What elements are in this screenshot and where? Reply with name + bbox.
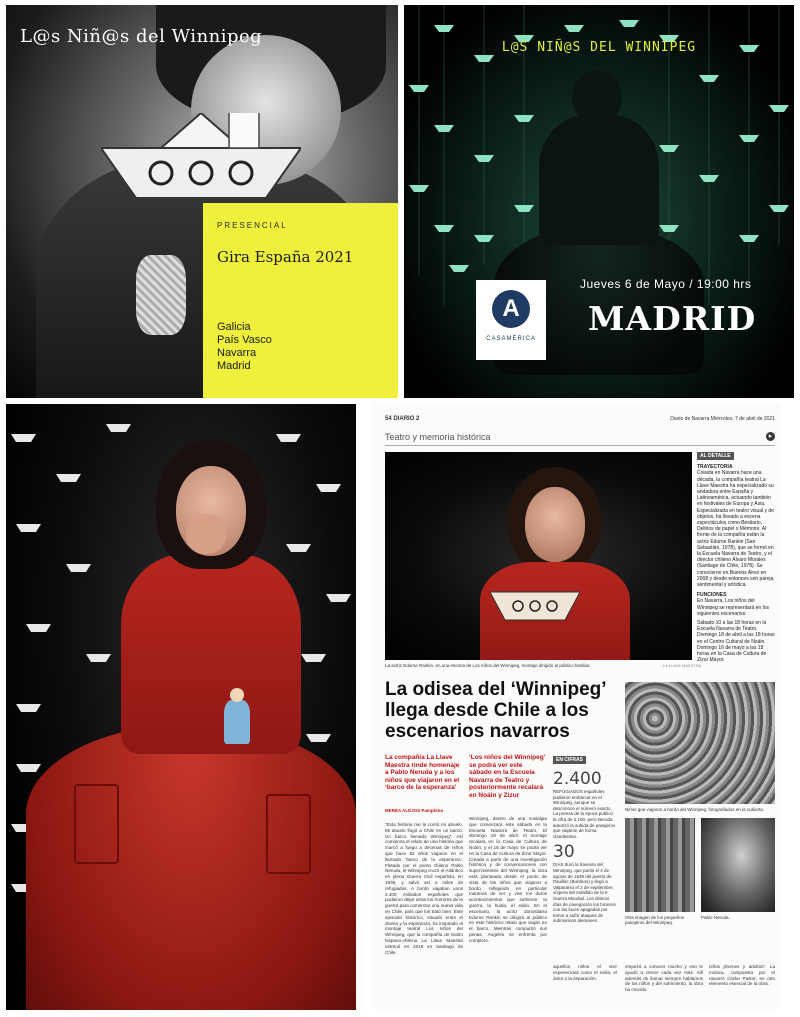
paper-boat-icon bbox=[490, 582, 580, 622]
article-photo bbox=[385, 452, 692, 660]
masthead-date: Diario de Navarra Miércoles, 7 de abril de 2021 bbox=[670, 416, 775, 422]
article-column: aquellos niños el vivir experiencias como el exilio, el dolor o la separación. bbox=[553, 964, 617, 981]
poster-gira-espana bbox=[6, 5, 398, 398]
sidebar-heading: TRAYECTORIA bbox=[697, 464, 733, 471]
dancer-head bbox=[572, 70, 622, 125]
article-column: Winnipeg, dentro de una nostalgia que comenzará este sábado en la Escuela Navarra de Teatro. El domingo 18 de abril, el montaje recalará en la Casa de Cultura de Noáin, y el 16 de mayo se podrá ver en la Casa de Cultura de Zizur Mayor. Creada a partir de una investigación histórica y de conversaciones con supervivientes del Winnipeg, la obra está planteada desde el punto de vista de los niños que viajaron a bordo, reflejando en particular maneras de ver y vivir los duros acontecimientos que sufrieron: la guerra, la huida, el exilio. En el escenario, la actriz donostiarra Edurne Rankin se dirigirá al público en este histórico relato que viajan en el barco. Mientras compartió sus penas, Ángeles se enfrenta por completo. bbox=[469, 816, 547, 943]
paper-name: DIARIO 2 bbox=[393, 416, 420, 422]
skirt-pocket bbox=[74, 784, 119, 864]
figures-label: EN CIFRAS bbox=[553, 756, 586, 764]
poster-madrid bbox=[404, 5, 794, 398]
sidebar-label: AL DETALLE bbox=[697, 452, 734, 460]
article-column: “Esta historia me la contó mi abuelo. Mi abuelo llegó a Chile en un barco. Un barco llamado Winnipeg”. Así comienza el relato de una historia que marcó a fuego a decenas de niños que hace 82 años viajaron en el llamado ‘barco de la esperanza’. Fletado por el poeta chileno Pablo Neruda, el Winnipeg cruzó el Atlántico en plena Guerra Civil española, en 1939, y salvó así a miles de refugiados. A bordo viajaban unos 2.400 exiliados españoles que pudieron dejar atrás los horrores de la guerra para comenzar una nueva vida en Chile, país que los trató bien. Este episodio histórico, situado entre el drama y la esperanza, ha inspirado el montaje teatral Los niños del Winnipeg, que la compañía de teatro hispano-chilena La Llave Maestra estrenó en 2019 en Santiago de Chile. bbox=[385, 822, 463, 955]
historic-children-photo bbox=[625, 818, 695, 912]
tour-headline: Gira España 2021 bbox=[217, 248, 354, 266]
sidebar-text: Creada en Navarra hace una década, la compañía teatral La Llave Maestra ha especializado su andadura entre España y Latinoamérica, actuando también en festivales de Europa y Asia. Especializada en teatro visual y de objetos, ha llevado a escena espectáculos como Bestiario, Delirios de papel o Mémoire. Al frente de la compañía están la actriz Edurne Rankin (San Sebastián, 1978), que se formó en la Escuela Navarra de Teatro, y el director chileno Álvaro Morales (Santiago de Chile, 1978). Se conocieron en Buenos Aires en 2008 y desde entonces son pareja sentimental y artística. bbox=[697, 470, 774, 589]
place-item: Madrid bbox=[217, 360, 251, 372]
section-divider bbox=[385, 445, 775, 446]
event-date: Jueves 6 de Mayo / 19:00 hrs bbox=[580, 277, 752, 291]
byline: MERÉA ALEJOS Pamplona bbox=[385, 808, 443, 813]
poster-title: L@s Niñ@s del Winnipeg bbox=[20, 26, 263, 47]
page-number: 54 bbox=[385, 416, 392, 422]
neruda-portrait bbox=[701, 818, 775, 912]
info-box bbox=[203, 203, 398, 398]
lace-collar bbox=[136, 255, 186, 335]
historic-crowd-photo bbox=[625, 682, 775, 804]
actress-face bbox=[525, 487, 585, 562]
article-deck: La compañía La Llave Maestra rinde homenaje a Pablo Neruda y a los niños que viajaron en el ‘barco de la esperanza’ bbox=[385, 754, 460, 791]
places-list bbox=[217, 321, 272, 373]
article-column: niños jóvenes y adultos”. La música, compuesta por el navarro Gorka Pastor, es otro elemento esencial de la obra. bbox=[709, 964, 775, 987]
photo-caption: Niños que viajaron a bordo del Winnipeg, fotografiados en la cubierta. bbox=[625, 807, 765, 812]
detail-sidebar bbox=[697, 452, 775, 692]
logo-brand: CASAMÉRICA bbox=[486, 336, 536, 342]
article-deck: ‘Los niños del Winnipeg’ se podrá ver este sábado en la Escuela Navarra de Teatro y posteriormente recalará en Noáin y Zizur bbox=[469, 754, 546, 799]
photo-caption: La actriz Edurne Rankin, en una escena de Los niños del Winnipeg, montaje dirigido al público familiar. bbox=[385, 663, 591, 668]
dancer-body bbox=[539, 115, 659, 245]
article-headline: La odisea del ‘Winnipeg’ llega desde Chile a los escenarios navarros bbox=[385, 679, 606, 742]
skirt-pocket bbox=[266, 794, 311, 874]
red-jacket bbox=[121, 554, 301, 754]
sidebar-text: Sábado 10 a las 18 horas en la Escuela Navarra de Teatro. Domingo 18 de abril a las 18 horas en el Centro Cultural de Noáin. Domingo 16 de mayo a las 18 horas en la Casa de Cultura de Zizur Mayor. bbox=[697, 620, 775, 664]
sidebar-heading: FUNCIONES bbox=[697, 592, 727, 599]
photo-caption: Pablo Neruda. bbox=[701, 915, 730, 920]
arrow-right-icon: ▸ bbox=[766, 432, 775, 441]
place-item: País Vasco bbox=[217, 334, 272, 346]
casamerica-logo bbox=[476, 280, 546, 360]
figure-number: 30 bbox=[553, 842, 575, 863]
actress-hand bbox=[186, 514, 226, 554]
newspaper-topbar bbox=[385, 416, 775, 422]
paper-boat-icon bbox=[101, 113, 301, 203]
photo-credit: LA LLAVE MAESTRA bbox=[663, 663, 702, 668]
article-column: empezó a conocer mucho y eso le ayudó a crecer cada vez más. Allí además de llamar siempre hablamos de los niños y del sufrimiento, la obra ha crecido. bbox=[625, 964, 703, 993]
figure-text: REFUGIADOS españoles pudieron embarcar en el Winnipeg, aunque se desconoce el número exacto. La prensa de la época publicó la cifra de 2.100, pero Neruda autorizó la subida de pasajeros que viajaron de forma clandestina. bbox=[553, 789, 616, 839]
paper-doll bbox=[224, 700, 250, 744]
figure-text: DÍAS duró la travesía del Winnipeg, que partió el 4 de agosto de 1939 del puerto de Pauillac (Burdeos) y llegó a Valparaíso el 2 de septiembre, víspera del estallido de la II Guerra Mundial. Los últimos días de navegación los hicieron con las luces apagadas por temor a sufrir ataques de submarinos alemanes. bbox=[553, 862, 617, 924]
figure-number: 2.400 bbox=[553, 769, 602, 789]
sidebar-text: En Navarra, Los niños del Winnipeg se representará en los siguientes escenarios: bbox=[697, 598, 769, 617]
event-city: MADRID bbox=[588, 299, 757, 338]
poster-title: L@S NIÑ@S DEL WINNIPEG bbox=[501, 40, 697, 55]
photo-caption: Otra imagen de los pequeños pasajeros del Winnipeg. bbox=[625, 915, 685, 925]
kicker-label: PRESENCIAL bbox=[217, 221, 288, 230]
newspaper-page bbox=[373, 404, 780, 1010]
place-item: Navarra bbox=[217, 347, 257, 359]
figures-box bbox=[553, 748, 617, 958]
stage-photo-red-dress bbox=[6, 404, 356, 1010]
section-title: Teatro y memoria histórica bbox=[385, 432, 491, 442]
place-item: Galicia bbox=[217, 321, 251, 333]
logo-letter: A bbox=[502, 295, 520, 322]
